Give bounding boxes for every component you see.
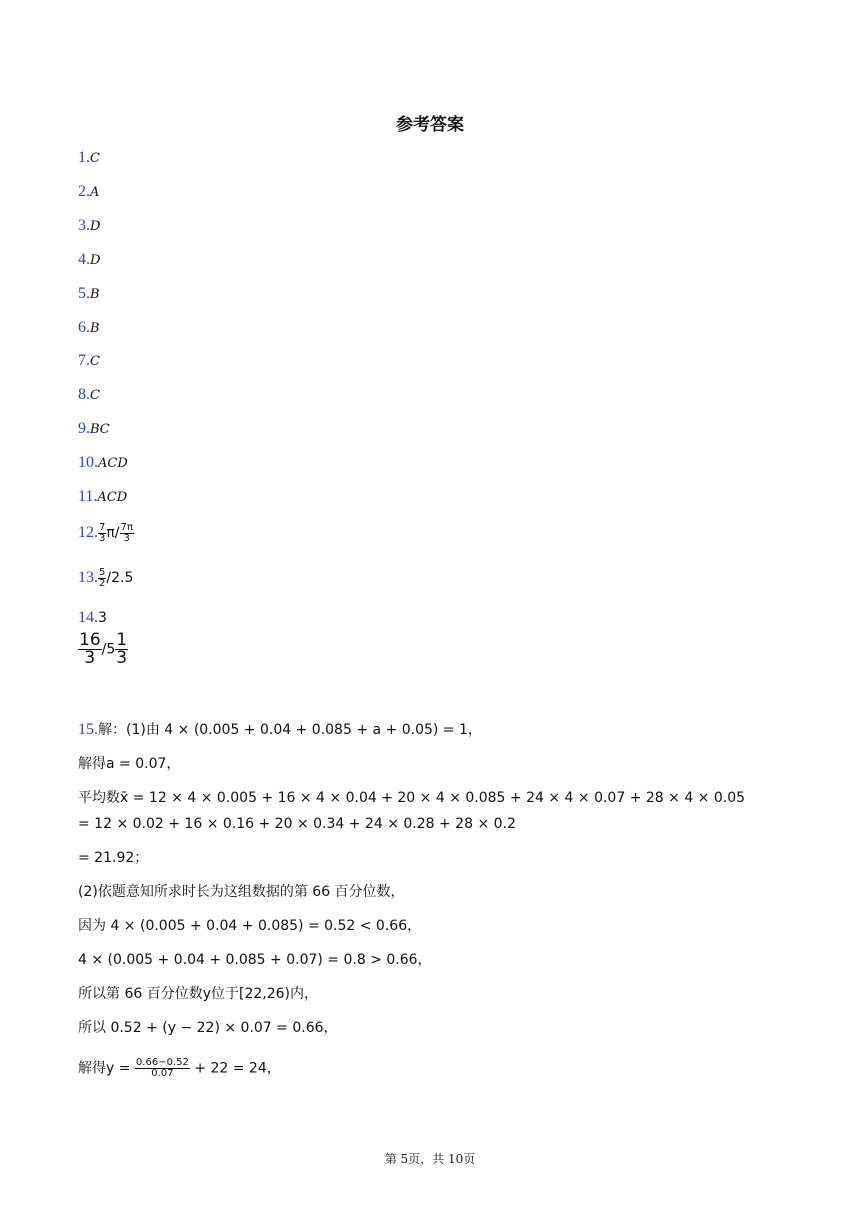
answer-11 [78,486,127,508]
answer-number: 2. [78,183,90,200]
answer-1 [78,147,100,169]
answer-3 [78,215,100,237]
answer-number: 8. [78,386,90,403]
answer-number: 4. [78,251,90,268]
answer-number: 5. [78,285,90,302]
answer-value: C [90,151,100,166]
page-title: 参考答案 [396,115,464,135]
solution-line: 4 × (0.005 + 0.04 + 0.085 + 0.07) = 0.8 > 0.66， [78,952,432,968]
answer-8 [78,384,100,406]
solution-line: = 21.92； [78,850,149,866]
solution-line: 解得a = 0.07， [78,756,181,772]
answer-value: ACD [97,490,128,505]
solution-line: 解得y = $\frac{0.66-0.52}{0.07}$ + 22 = 24， [78,1057,281,1079]
answer-12: 12. $\frac{7}{3}$ π/ $\frac{7\pi}{3}$ [78,521,133,544]
fraction: $\frac{16}{3}$ [79,630,101,668]
answer-number: 10. [78,454,98,471]
answer-value: BC [90,422,110,437]
solution-line: 因为 4 × (0.005 + 0.04 + 0.085) = 0.52 < 0.66， [78,918,422,934]
answer-value: ACD [98,456,128,471]
answer-number: 1. [78,149,90,166]
solution-line: 平均数x̄ = 12 × 4 × 0.005 + 16 × 4 × 0.04 + 20 × 4 × 0.085 + 24 × 4 × 0.07 + 28 × 4 × 0.05 [78,790,746,806]
answer-value: A [90,185,100,200]
answer-number: 12. [78,524,98,541]
solution-line: (2)依题意知所求时长为这组数据的第 66 百分位数， [78,884,405,900]
answer-value: B [90,321,100,336]
solution-line: 所以 0.52 + (y − 22) × 0.07 = 0.66， [78,1020,338,1036]
answer-13: 13. $\frac{5}{2}$ /2.5 [78,566,134,589]
answer-number: 6. [78,319,90,336]
answer-value: C [90,388,100,403]
answer-value: D [90,219,101,234]
answer-2 [78,181,99,203]
answer-value: C [90,354,100,369]
fraction: $\frac{7}{3}$ [99,521,106,544]
answer-number: 7. [78,352,90,369]
fraction: $\frac{7\pi}{3}$ [120,521,133,544]
fraction: $\frac{5}{2}$ [99,566,106,589]
answer-number: 13. [78,569,98,586]
answer-14: 14.3 [78,609,107,626]
solution-line: 15.解：(1)由 4 × (0.005 + 0.04 + 0.085 + a + 0.05) = 1， [78,721,482,738]
answer-value: D [90,253,101,268]
answer-6 [78,317,100,339]
solution-line: = 12 × 0.02 + 16 × 0.16 + 20 × 0.34 + 24 × 0.28 + 28 × 0.2 [78,816,516,832]
answer-number: 11. [78,488,98,505]
answer-7 [78,350,100,372]
fraction: $\frac{0.66-0.52}{0.07}$ [135,1057,189,1079]
answer-4 [78,249,100,271]
answer-10 [78,452,128,474]
answer-number: 3. [78,217,90,234]
answer-number: 15. [78,721,98,738]
answer-value: B [90,287,100,302]
answer-14-second: $\frac{16}{3}$ /5 $\frac{1}{3}$ [79,630,128,668]
page-footer: 第 5页，共 10页 [384,1152,476,1166]
answer-number: 9. [78,420,90,437]
answer-5 [78,283,100,305]
answer-number: 14. [78,609,98,626]
solution-line: 所以第 66 百分位数y位于[22,26)内， [78,986,319,1002]
answer-9 [78,418,110,440]
fraction: $\frac{1}{3}$ [116,630,128,668]
